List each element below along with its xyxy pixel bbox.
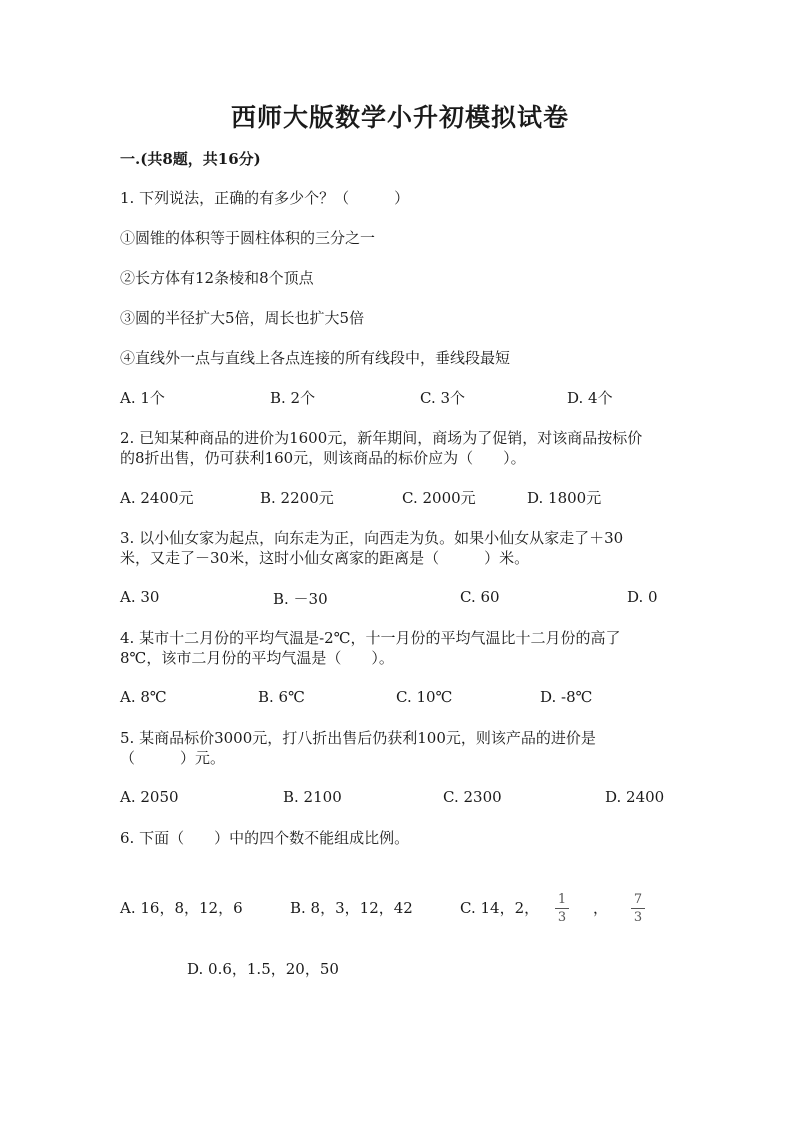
question-4-stem-line-1: 4. 某市十二月份的平均气温是-2℃，十一月份的平均气温比十二月份的高了	[120, 629, 621, 647]
question-1-option-a: A. 1个	[120, 389, 165, 407]
question-3-option-d: D. 0	[627, 588, 658, 606]
question-1-option-c: C. 3个	[420, 389, 466, 407]
question-6-option-b: B. 8，3，12，42	[290, 899, 413, 917]
question-6-option-d: D. 0.6，1.5，20，50	[187, 960, 339, 978]
question-6-fraction-2	[631, 893, 645, 924]
question-1-statement-4: ④直线外一点与直线上各点连接的所有线段中，垂线段最短	[120, 349, 511, 367]
question-4-option-b: B. 6℃	[258, 688, 305, 706]
question-3-stem-line-2: 米，又走了－30米，这时小仙女离家的距离是（ ）米。	[120, 549, 530, 567]
question-4-option-a: A. 8℃	[120, 688, 167, 706]
fraction-1-numerator: 1	[555, 893, 569, 909]
question-6-separator: ，	[593, 899, 609, 917]
question-6-option-a: A. 16，8，12，6	[120, 899, 243, 917]
question-2-option-c: C. 2000元	[402, 489, 476, 507]
question-3-option-b: B. －30	[273, 590, 328, 608]
question-1-statement-1: ①圆锥的体积等于圆柱体积的三分之一	[120, 229, 376, 247]
question-2-option-a: A. 2400元	[120, 489, 194, 507]
question-5-option-a: A. 2050	[120, 788, 179, 806]
question-6-fraction-1	[555, 893, 569, 924]
question-4-option-d: D. -8℃	[540, 688, 593, 706]
question-1-statement-2: ②长方体有12条棱和8个顶点	[120, 269, 314, 287]
fraction-1-denominator: 3	[557, 910, 567, 925]
question-6-option-c: C. 14，2，	[460, 899, 540, 917]
question-4-stem-line-2: 8℃，该市二月份的平均气温是（ ）。	[120, 649, 394, 667]
question-6-stem: 6. 下面（ ）中的四个数不能组成比例。	[120, 829, 410, 847]
question-5-option-c: C. 2300	[443, 788, 502, 806]
question-2-option-d: D. 1800元	[527, 489, 602, 507]
question-5-option-b: B. 2100	[283, 788, 342, 806]
question-2-stem-line-1: 2. 已知某种商品的进价为1600元，新年期间，商场为了促销，对该商品按标价	[120, 429, 643, 447]
question-1-statement-3: ③圆的半径扩大5倍，周长也扩大5倍	[120, 309, 365, 327]
question-5-stem-line-1: 5. 某商品标价3000元，打八折出售后仍获利100元，则该产品的进价是	[120, 729, 596, 747]
question-2-option-b: B. 2200元	[260, 489, 334, 507]
question-3-stem-line-1: 3. 以小仙女家为起点，向东走为正，向西走为负。如果小仙女从家走了＋30	[120, 529, 624, 547]
fraction-2-numerator: 7	[631, 893, 645, 909]
question-3-option-a: A. 30	[120, 588, 160, 606]
fraction-2-denominator: 3	[633, 910, 643, 925]
section-heading: 一.(共8题，共16分)	[120, 150, 261, 168]
question-2-stem-line-2: 的8折出售，仍可获利160元，则该商品的标价应为（ ）。	[120, 449, 526, 467]
page-title: 西师大版数学小升初模拟试卷	[230, 103, 569, 132]
question-1-option-d: D. 4个	[567, 389, 613, 407]
question-5-option-d: D. 2400	[605, 788, 665, 806]
question-1-option-b: B. 2个	[270, 389, 316, 407]
question-5-stem-line-2: （ ）元。	[120, 749, 226, 767]
question-1-stem: 1. 下列说法，正确的有多少个？（ ）	[120, 189, 410, 207]
question-4-option-c: C. 10℃	[396, 688, 453, 706]
question-3-option-c: C. 60	[460, 588, 500, 606]
